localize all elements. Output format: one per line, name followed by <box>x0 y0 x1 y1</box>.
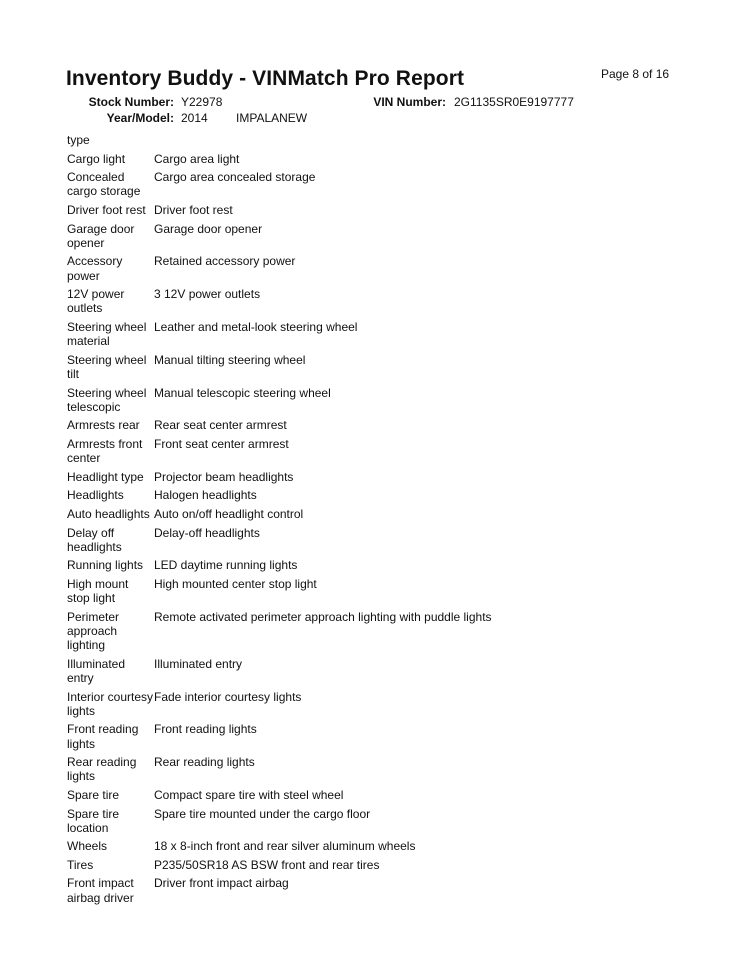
spec-row <box>67 133 707 147</box>
year-value: 2014 <box>181 111 208 125</box>
spec-value: Driver foot rest <box>154 202 233 217</box>
spec-row <box>67 610 707 653</box>
spec-name: Tires <box>67 857 94 872</box>
spec-row <box>67 577 707 605</box>
spec-row <box>67 437 707 465</box>
spec-name: Front impact airbag driver <box>67 876 134 905</box>
spec-value: Auto on/off headlight control <box>154 506 304 521</box>
spec-row <box>67 788 707 802</box>
spec-row <box>67 470 707 484</box>
spec-row <box>67 254 707 282</box>
spec-value: Cargo area light <box>154 151 240 166</box>
spec-row <box>67 755 707 783</box>
spec-name: Armrests front center <box>67 436 143 466</box>
spec-row <box>67 386 707 414</box>
spec-row <box>67 418 707 432</box>
spec-row <box>67 170 707 198</box>
spec-name: type <box>67 133 90 147</box>
spec-value: 3 12V power outlets <box>154 287 261 302</box>
spec-name: Front reading lights <box>67 722 139 751</box>
spec-row <box>67 320 707 348</box>
spec-value: Cargo area concealed storage <box>154 170 316 185</box>
spec-name: Cargo light <box>67 151 126 166</box>
spec-value: Driver front impact airbag <box>154 876 289 891</box>
spec-value: Front seat center armrest <box>154 436 289 451</box>
spec-row <box>67 526 707 554</box>
spec-value: Halogen headlights <box>154 488 257 503</box>
spec-row <box>67 558 707 572</box>
spec-row <box>67 222 707 250</box>
vin-number-value: 2G1135SR0E9197777 <box>454 95 574 109</box>
spec-row <box>67 203 707 217</box>
spec-value: High mounted center stop light <box>154 576 317 591</box>
spec-name: Auto headlights <box>67 506 150 521</box>
spec-name: Delay off headlights <box>67 525 122 554</box>
spec-value: Rear reading lights <box>154 755 255 770</box>
spec-row <box>67 807 707 835</box>
spec-value: Projector beam headlights <box>154 469 294 484</box>
spec-row <box>67 488 707 502</box>
spec-name: Perimeter approach lighting <box>67 609 120 653</box>
spec-value: Retained accessory power <box>154 254 296 269</box>
spec-value <box>154 133 707 147</box>
model-value: IMPALANEW <box>236 111 308 125</box>
spec-value: Remote activated perimeter approach lighting with puddle lights <box>154 609 492 624</box>
spec-value: LED daytime running lights <box>154 558 298 573</box>
spec-name: Steering wheel material <box>67 319 147 349</box>
spec-row <box>67 722 707 750</box>
report-title: Inventory Buddy - VINMatch Pro Report <box>66 67 465 90</box>
spec-name: Headlight type <box>67 469 144 484</box>
spec-value: 18 x 8-inch front and rear silver aluminum wheels <box>154 839 416 854</box>
spec-value: Fade interior courtesy lights <box>154 689 302 704</box>
spec-value: Leather and metal-look steering wheel <box>154 319 358 334</box>
stock-number-value: Y22978 <box>181 95 223 109</box>
year-model-label: Year/Model: <box>106 111 174 125</box>
spec-name: High mount stop light <box>67 576 129 606</box>
spec-value: P235/50SR18 AS BSW front and rear tires <box>154 857 380 872</box>
spec-value: Rear seat center armrest <box>154 418 287 433</box>
spec-name: Illuminated entry <box>67 656 126 685</box>
spec-value: Manual telescopic steering wheel <box>154 385 331 400</box>
spec-name: Spare tire <box>67 787 120 802</box>
spec-value: Spare tire mounted under the cargo floor <box>154 806 371 821</box>
spec-name: Steering wheel tilt <box>67 352 147 381</box>
stock-number-label: Stock Number: <box>88 95 174 109</box>
spec-value: Front reading lights <box>154 722 257 737</box>
spec-name: Armrests rear <box>67 418 140 433</box>
page-number: Page 8 of 16 <box>601 67 670 81</box>
spec-row <box>67 152 707 166</box>
spec-value: Manual tilting steering wheel <box>154 352 306 367</box>
spec-row <box>67 507 707 521</box>
spec-value: Illuminated entry <box>154 656 243 671</box>
spec-row <box>67 353 707 381</box>
spec-row <box>67 690 707 718</box>
spec-row <box>67 657 707 685</box>
spec-row <box>67 876 707 904</box>
spec-name: Running lights <box>67 558 144 573</box>
spec-name: Spare tire location <box>67 806 120 835</box>
spec-value: Garage door opener <box>154 221 263 236</box>
spec-name: Interior courtesy lights <box>67 689 154 718</box>
spec-row <box>67 287 707 315</box>
spec-name: Headlights <box>67 488 124 503</box>
spec-name: Wheels <box>67 839 108 854</box>
spec-name: Garage door opener <box>67 221 135 250</box>
spec-name: Rear reading lights <box>67 755 137 784</box>
spec-name: Steering wheel telescopic <box>67 385 147 414</box>
spec-list <box>67 133 707 909</box>
spec-row <box>67 839 707 853</box>
spec-name: 12V power outlets <box>67 287 125 316</box>
spec-name: Accessory power <box>67 254 123 283</box>
spec-name: Concealed cargo storage <box>67 170 141 199</box>
vin-number-label: VIN Number: <box>373 95 446 109</box>
spec-value: Compact spare tire with steel wheel <box>154 787 344 802</box>
spec-name: Driver foot rest <box>67 202 146 217</box>
spec-row <box>67 858 707 872</box>
spec-value: Delay-off headlights <box>154 525 260 540</box>
